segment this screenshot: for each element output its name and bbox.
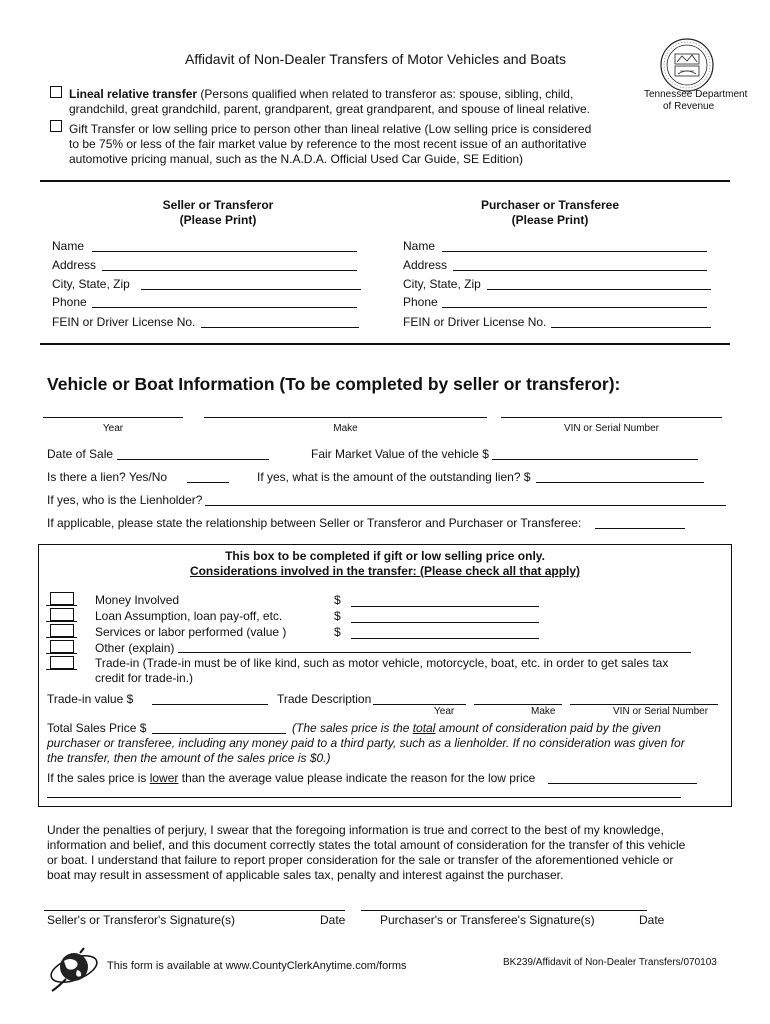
loan-assumption-label: Loan Assumption, loan pay-off, etc. bbox=[95, 609, 283, 623]
seller-fein-label: FEIN or Driver License No. bbox=[52, 315, 196, 329]
tradein-label: Trade-in (Trade-in must be of like kind, such as motor vehicle, motorcycle, boat, etc. in order to get sales tax bbox=[95, 656, 669, 670]
buyer-signature-label: Purchaser's or Transferee's Signature(s) bbox=[380, 913, 595, 927]
seller-city-label: City, State, Zip bbox=[52, 277, 130, 291]
buyer-signature-field[interactable] bbox=[361, 910, 647, 911]
lien-amount-field[interactable] bbox=[536, 482, 704, 483]
buyer-city-label: City, State, Zip bbox=[403, 277, 481, 291]
trade-vin-field[interactable] bbox=[570, 704, 718, 705]
checkbox-underline bbox=[46, 605, 77, 606]
vehicle-vin-field[interactable] bbox=[501, 417, 722, 418]
divider bbox=[40, 180, 730, 182]
buyer-heading-print: (Please Print) bbox=[511, 213, 589, 227]
form-title: Affidavit of Non-Dealer Transfers of Motor Vehicles and Boats bbox=[185, 51, 567, 67]
perjury-line1: Under the penalties of perjury, I swear that the foregoing information is true and correct to the best of my knowledge, bbox=[47, 823, 664, 837]
other-label: Other (explain) bbox=[95, 641, 175, 655]
buyer-date-label: Date bbox=[639, 913, 665, 927]
services-checkbox[interactable] bbox=[50, 624, 74, 637]
seller-signature-field[interactable] bbox=[44, 910, 345, 911]
lien-amount-label: If yes, what is the amount of the outstanding lien? $ bbox=[257, 470, 531, 484]
vehicle-year-label: Year bbox=[102, 423, 124, 434]
loan-assumption-field[interactable] bbox=[351, 622, 539, 623]
seller-city-field[interactable] bbox=[141, 289, 361, 290]
seller-name-field[interactable] bbox=[92, 251, 357, 252]
low-price-reason-field[interactable] bbox=[548, 783, 697, 784]
department-name: Tennessee Department bbox=[644, 89, 748, 100]
checkbox-underline bbox=[46, 621, 77, 622]
seller-heading-print: (Please Print) bbox=[179, 213, 257, 227]
money-involved-field[interactable] bbox=[351, 606, 539, 607]
tradein-value-field[interactable] bbox=[152, 704, 268, 705]
fmv-field[interactable] bbox=[492, 459, 698, 460]
perjury-line2: information and belief, and this document correctly states the total amount of consideration for the transfer of this vehicle bbox=[47, 838, 686, 852]
seller-name-label: Name bbox=[52, 239, 85, 253]
fmv-label: Fair Market Value of the vehicle $ bbox=[311, 447, 489, 461]
seller-phone-field[interactable] bbox=[92, 307, 357, 308]
lineal-transfer-line2: grandchild, great grandchild, parent, grandparent, great grandparent, and spouse of lineal relative. bbox=[69, 102, 591, 116]
lineal-transfer-line1: Lineal relative transfer (Persons qualified when related to transferor as: spouse, sibling, child, bbox=[69, 87, 574, 101]
lien-field[interactable] bbox=[187, 482, 229, 483]
dollar-sign: $ bbox=[334, 593, 341, 607]
seller-address-field[interactable] bbox=[102, 270, 357, 271]
checkbox-underline bbox=[46, 653, 77, 654]
trade-make-field[interactable] bbox=[474, 704, 562, 705]
seller-address-label: Address bbox=[52, 258, 97, 272]
total-price-note-line3: the transfer, then the amount of the sales price is $0.) bbox=[47, 751, 331, 765]
buyer-heading: Purchaser or Transferee bbox=[480, 198, 620, 212]
vehicle-year-field[interactable] bbox=[43, 417, 183, 418]
seller-heading: Seller or Transferor bbox=[162, 198, 274, 212]
lien-label: Is there a lien? Yes/No bbox=[47, 470, 168, 484]
trade-year-label: Year bbox=[434, 706, 455, 717]
form-id: BK239/Affidavit of Non-Dealer Transfers/070103 bbox=[503, 957, 717, 968]
gift-transfer-line2: to be 75% or less of the fair market value by reference to the most recent issue of an authoritative bbox=[69, 137, 587, 151]
date-of-sale-field[interactable] bbox=[117, 459, 269, 460]
divider bbox=[40, 343, 730, 345]
total-price-note-line2: purchaser or transferee, including any money paid to a third party, such as a lienholder. If no consideration was given for bbox=[47, 736, 685, 750]
buyer-phone-label: Phone bbox=[403, 295, 438, 309]
gift-transfer-line1: Gift Transfer or low selling price to person other than lineal relative (Low selling price is considered bbox=[69, 122, 592, 136]
buyer-phone-field[interactable] bbox=[442, 307, 707, 308]
total-price-note-line1: (The sales price is the total amount of consideration paid by the given bbox=[292, 721, 661, 735]
tradein-checkbox[interactable] bbox=[50, 656, 74, 669]
loan-assumption-checkbox[interactable] bbox=[50, 608, 74, 621]
trade-make-label: Make bbox=[531, 706, 556, 717]
services-field[interactable] bbox=[351, 638, 539, 639]
lienholder-label: If yes, who is the Lienholder? bbox=[47, 493, 203, 507]
other-explain-field[interactable] bbox=[178, 652, 691, 653]
relationship-field[interactable] bbox=[595, 528, 685, 529]
buyer-name-label: Name bbox=[403, 239, 436, 253]
gift-transfer-line3: automotive pricing manual, such as the N.A.D.A. Official Used Car Guide, SE Edition) bbox=[69, 152, 523, 166]
seller-date-label: Date bbox=[320, 913, 346, 927]
buyer-address-field[interactable] bbox=[453, 270, 707, 271]
checkbox-underline bbox=[46, 669, 77, 670]
dollar-sign: $ bbox=[334, 609, 341, 623]
gift-transfer-checkbox[interactable] bbox=[50, 120, 62, 132]
buyer-fein-label: FEIN or Driver License No. bbox=[403, 315, 547, 329]
department-name-line2: of Revenue bbox=[663, 101, 715, 112]
tennessee-seal-icon bbox=[660, 38, 714, 92]
total-price-label: Total Sales Price $ bbox=[47, 721, 147, 735]
dollar-sign: $ bbox=[334, 625, 341, 639]
vehicle-vin-label: VIN or Serial Number bbox=[563, 423, 660, 434]
vehicle-make-field[interactable] bbox=[204, 417, 487, 418]
seller-fein-field[interactable] bbox=[201, 327, 359, 328]
perjury-line3: or boat. I understand that failure to report proper consideration for the sale or transfer of the aforementioned vehicle or bbox=[47, 853, 674, 867]
trade-desc-label: Trade Description bbox=[277, 692, 372, 706]
buyer-address-label: Address bbox=[403, 258, 448, 272]
footer-availability: This form is available at www.CountyClerkAnytime.com/forms bbox=[107, 960, 407, 972]
tradein-value-label: Trade-in value $ bbox=[47, 692, 134, 706]
buyer-fein-field[interactable] bbox=[551, 327, 711, 328]
lienholder-field[interactable] bbox=[205, 505, 726, 506]
relationship-label: If applicable, please state the relationship between Seller or Transferor and Purchaser or Transferee: bbox=[47, 516, 582, 530]
buyer-city-field[interactable] bbox=[487, 289, 711, 290]
date-of-sale-label: Date of Sale bbox=[47, 447, 114, 461]
other-checkbox[interactable] bbox=[50, 640, 74, 653]
box-subheading: Considerations involved in the transfer: (Please check all that apply) bbox=[189, 564, 581, 578]
checkbox-underline bbox=[46, 637, 77, 638]
low-price-reason-label: If the sales price is lower than the average value please indicate the reason for the low price bbox=[47, 771, 536, 785]
money-involved-checkbox[interactable] bbox=[50, 592, 74, 605]
vehicle-heading: Vehicle or Boat Information (To be completed by seller or transferor): bbox=[47, 374, 621, 394]
perjury-line4: boat may result in assessment of applicable sales tax, penalty and interest against the purchaser. bbox=[47, 868, 564, 882]
vehicle-make-label: Make bbox=[333, 423, 358, 434]
services-label: Services or labor performed (value ) bbox=[95, 625, 287, 639]
lineal-transfer-checkbox[interactable] bbox=[50, 86, 62, 98]
trade-vin-label: VIN or Serial Number bbox=[613, 706, 709, 717]
seller-phone-label: Phone bbox=[52, 295, 87, 309]
total-price-field[interactable] bbox=[152, 733, 286, 734]
buyer-name-field[interactable] bbox=[442, 251, 707, 252]
low-price-reason-field-2[interactable] bbox=[47, 797, 681, 798]
box-heading: This box to be completed if gift or low selling price only. bbox=[225, 549, 545, 563]
money-involved-label: Money Involved bbox=[95, 593, 180, 607]
tradein-label-cont: credit for trade-in.) bbox=[95, 671, 194, 685]
seller-signature-label: Seller's or Transferor's Signature(s) bbox=[47, 913, 235, 927]
trade-year-field[interactable] bbox=[373, 704, 466, 705]
globe-logo-icon bbox=[44, 945, 104, 995]
